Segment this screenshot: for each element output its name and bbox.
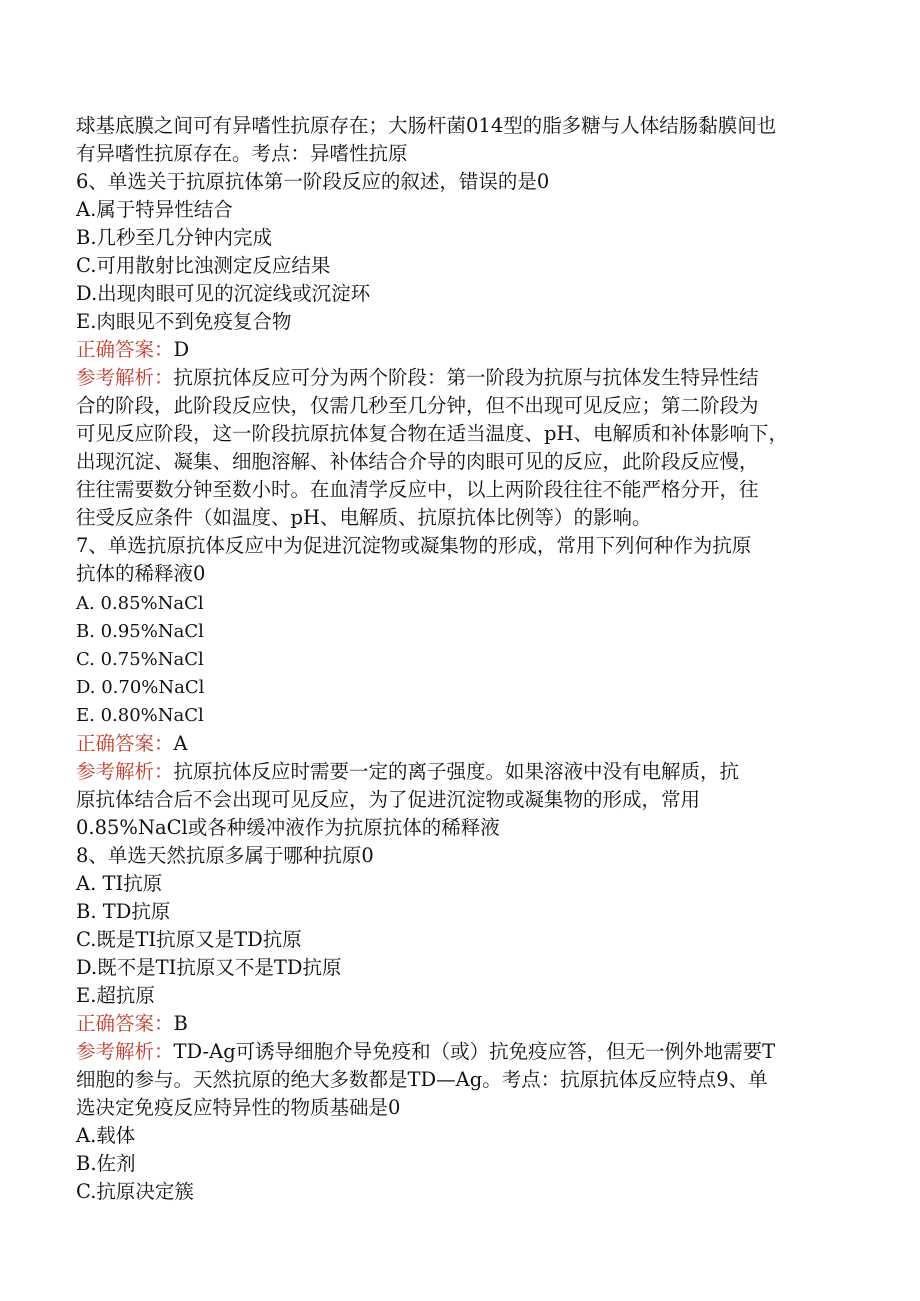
- question-8-option-d: D.既不是TI抗原又不是TD抗原: [76, 956, 342, 979]
- explanation-label: 参考解析：: [76, 366, 174, 389]
- question-8-option-a: A. TI抗原: [76, 872, 163, 895]
- question-6-option-e: E.肉眼见不到免疫复合物: [76, 310, 292, 333]
- text-line: 细胞的参与。天然抗原的绝大多数都是TD—Ag。考点：抗原抗体反应特点9、单: [76, 1068, 768, 1091]
- question-6-answer: 正确答案：D: [76, 338, 190, 361]
- question-6-option-c: C.可用散射比浊测定反应结果: [76, 254, 331, 277]
- question-8-answer: 正确答案：B: [76, 1012, 188, 1035]
- text-line: 可见反应阶段，这一阶段抗原抗体复合物在适当温度、pH、电解质和补体影响下，: [76, 422, 788, 445]
- question-6-option-b: B.几秒至几分钟内完成: [76, 226, 273, 249]
- question-9-stem: 选决定免疫反应特异性的物质基础是0: [76, 1096, 401, 1119]
- question-6-explanation: 参考解析：抗原抗体反应可分为两个阶段：第一阶段为抗原与抗体发生特异性结: [76, 366, 759, 389]
- text-line: 出现沉淀、凝集、细胞溶解、补体结合介导的肉眼可见的反应，此阶段反应慢，: [76, 450, 759, 473]
- answer-label: 正确答案：: [76, 732, 174, 755]
- question-8-option-e: E.超抗原: [76, 984, 155, 1007]
- question-9-option-a: A.载体: [76, 1124, 136, 1147]
- question-6-option-a: A.属于特异性结合: [76, 198, 233, 221]
- text-line: 抗体的稀释液0: [76, 562, 206, 585]
- text-line: 有异嗜性抗原存在。考点：异嗜性抗原: [76, 142, 408, 165]
- text-line: 0.85%NaCl或各种缓冲液作为抗原抗体的稀释液: [76, 816, 500, 839]
- answer-label: 正确答案：: [76, 338, 174, 361]
- question-7-option-d: D. 0.70%NaCl: [76, 677, 205, 698]
- text-line: 合的阶段，此阶段反应快，仅需几秒至几分钟，但不出现可见反应；第二阶段为: [76, 394, 759, 417]
- text-line: 球基底膜之间可有异嗜性抗原存在；大肠杆菌014型的脂多糖与人体结肠黏膜间也: [76, 114, 777, 137]
- question-9-option-c: C.抗原决定簇: [76, 1180, 194, 1203]
- question-6-stem: 6、单选关于抗原抗体第一阶段反应的叙述，错误的是0: [76, 170, 550, 193]
- question-7-stem: 7、单选抗原抗体反应中为促进沉淀物或凝集物的形成，常用下列何种作为抗原: [76, 534, 752, 557]
- question-8-option-b: B. TD抗原: [76, 900, 171, 923]
- answer-label: 正确答案：: [76, 1012, 174, 1035]
- question-7-option-b: B. 0.95%NaCl: [76, 621, 204, 642]
- explanation-label: 参考解析：: [76, 760, 174, 783]
- question-8-explanation: 参考解析：TD-Ag可诱导细胞介导免疫和（或）抗免疫应答，但无一例外地需要T: [76, 1040, 776, 1063]
- text-line: 往受反应条件（如温度、pH、电解质、抗原抗体比例等）的影响。: [76, 506, 652, 529]
- question-7-option-a: A. 0.85%NaCl: [76, 593, 204, 614]
- question-7-answer: 正确答案：A: [76, 732, 188, 755]
- text-line: 往往需要数分钟至数小时。在血清学反应中，以上两阶段往往不能严格分开，往: [76, 478, 759, 501]
- question-8-option-c: C.既是TI抗原又是TD抗原: [76, 928, 302, 951]
- question-9-option-b: B.佐剂: [76, 1152, 136, 1175]
- question-7-option-c: C. 0.75%NaCl: [76, 649, 204, 670]
- question-6-option-d: D.出现肉眼可见的沉淀线或沉淀环: [76, 282, 371, 305]
- text-line: 原抗体结合后不会出现可见反应，为了促进沉淀物或凝集物的形成，常用: [76, 788, 701, 811]
- explanation-label: 参考解析：: [76, 1040, 174, 1063]
- question-8-stem: 8、单选天然抗原多属于哪种抗原0: [76, 844, 374, 867]
- question-7-option-e: E. 0.80%NaCl: [76, 705, 204, 726]
- question-7-explanation: 参考解析：抗原抗体反应时需要一定的离子强度。如果溶液中没有电解质，抗: [76, 760, 740, 783]
